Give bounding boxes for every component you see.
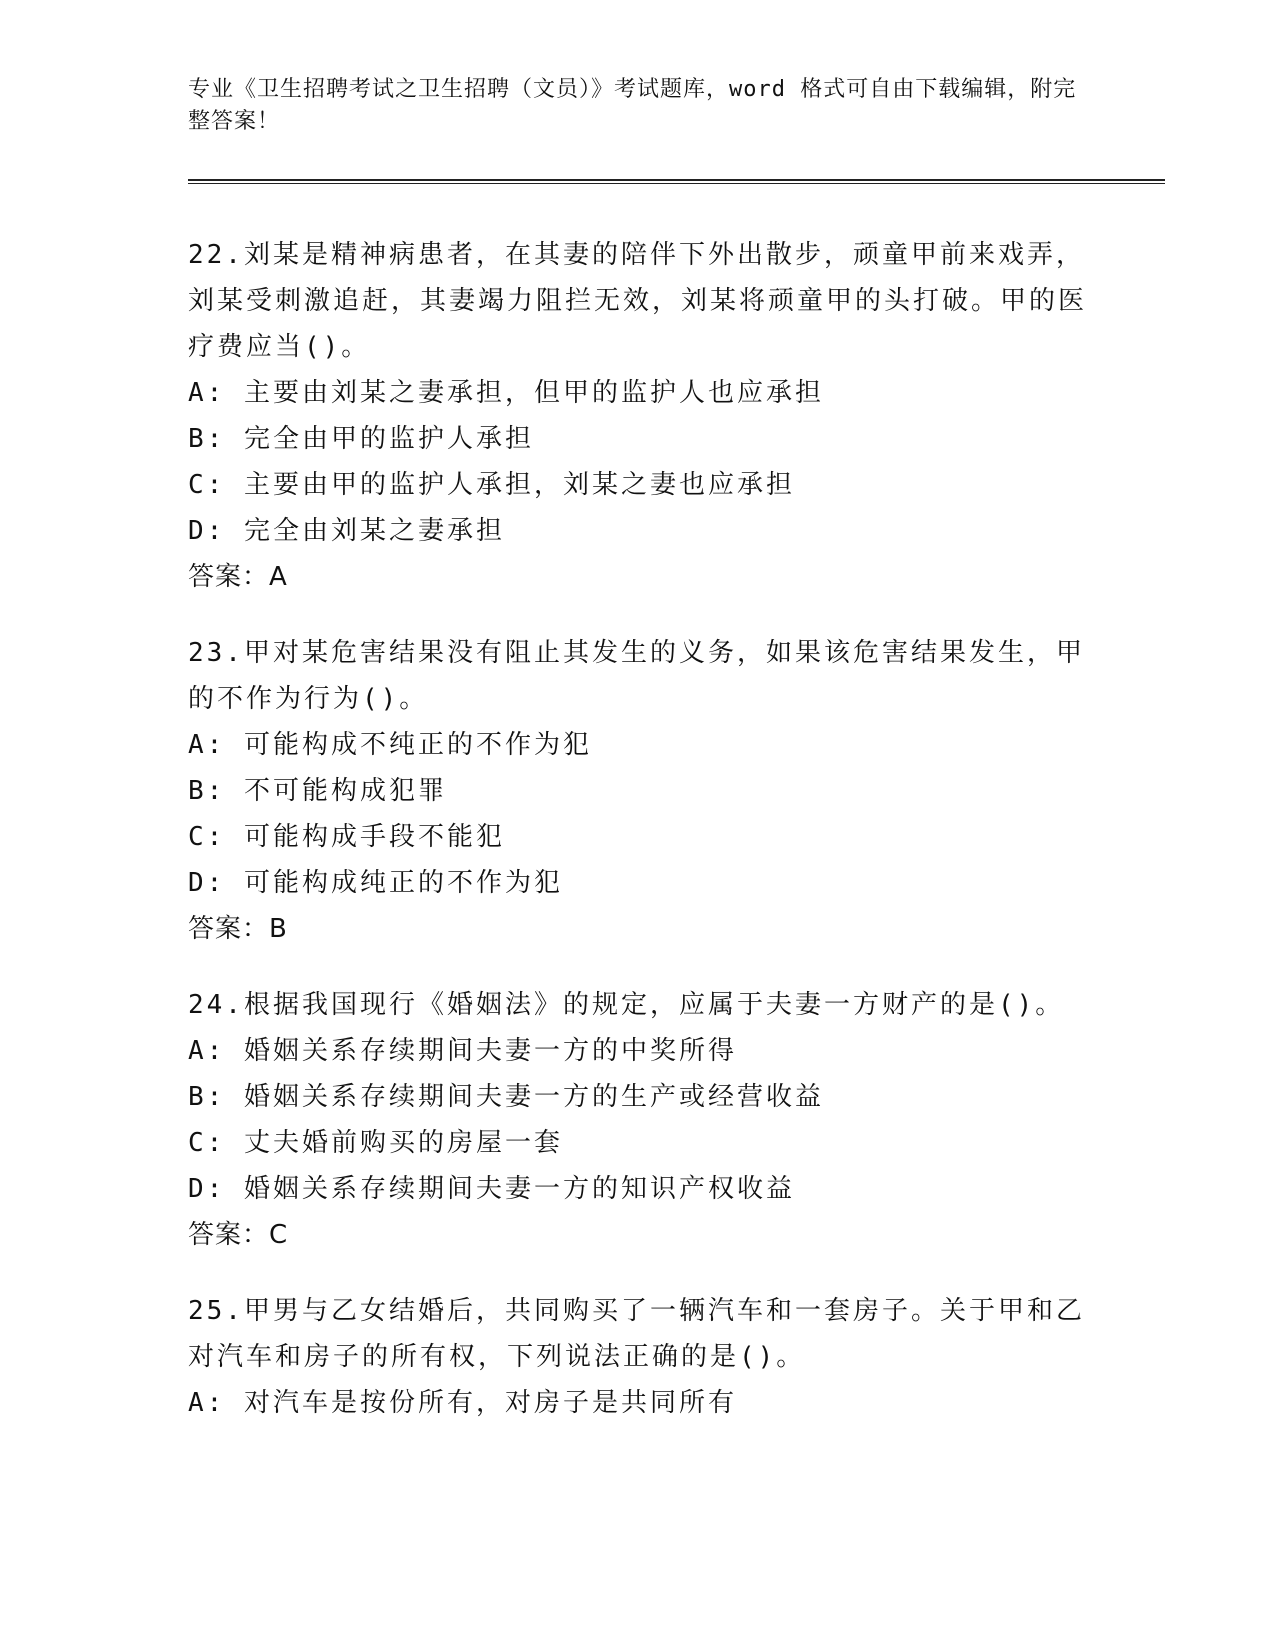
option-a: A: 可能构成不纯正的不作为犯	[188, 730, 592, 760]
answer: 答案：B	[188, 914, 288, 944]
option-b: B: 完全由甲的监护人承担	[188, 424, 534, 454]
option-b: B: 不可能构成犯罪	[188, 776, 447, 806]
header-divider-thin	[188, 183, 1165, 184]
question-25	[188, 1288, 1088, 1426]
question-list	[188, 232, 1088, 1456]
question-22	[188, 232, 1088, 600]
header-divider	[188, 179, 1165, 181]
option-a: A: 婚姻关系存续期间夫妻一方的中奖所得	[188, 1036, 737, 1066]
document-header: 专业《卫生招聘考试之卫生招聘（文员）》考试题库，word 格式可自由下载编辑，附完整答案！	[188, 77, 1077, 134]
question-stem: 23.甲对某危害结果没有阻止其发生的义务，如果该危害结果发生，甲的不作为行为()。	[188, 638, 1085, 714]
question-stem: 24.根据我国现行《婚姻法》的规定，应属于夫妻一方财产的是()。	[188, 990, 1065, 1020]
question-24	[188, 982, 1088, 1258]
option-c: C: 主要由甲的监护人承担，刘某之妻也应承担	[188, 470, 795, 500]
option-b: B: 婚姻关系存续期间夫妻一方的生产或经营收益	[188, 1082, 824, 1112]
option-c: C: 丈夫婚前购买的房屋一套	[188, 1128, 563, 1158]
question-23	[188, 630, 1088, 952]
question-stem: 25.甲男与乙女结婚后，共同购买了一辆汽车和一套房子。关于甲和乙对汽车和房子的所有权，下列说法正确的是()。	[188, 1296, 1085, 1372]
option-d: D: 完全由刘某之妻承担	[188, 516, 505, 546]
question-stem: 22.刘某是精神病患者，在其妻的陪伴下外出散步，顽童甲前来戏弄，刘某受刺激追赶，其妻竭力阻拦无效，刘某将顽童甲的头打破。甲的医疗费应当()。	[188, 240, 1088, 362]
answer: 答案：C	[188, 1220, 289, 1250]
answer: 答案：A	[188, 562, 288, 592]
option-d: D: 可能构成纯正的不作为犯	[188, 868, 563, 898]
option-c: C: 可能构成手段不能犯	[188, 822, 505, 852]
option-a: A: 对汽车是按份所有，对房子是共同所有	[188, 1388, 737, 1418]
option-d: D: 婚姻关系存续期间夫妻一方的知识产权收益	[188, 1174, 795, 1204]
option-a: A: 主要由刘某之妻承担，但甲的监护人也应承担	[188, 378, 824, 408]
